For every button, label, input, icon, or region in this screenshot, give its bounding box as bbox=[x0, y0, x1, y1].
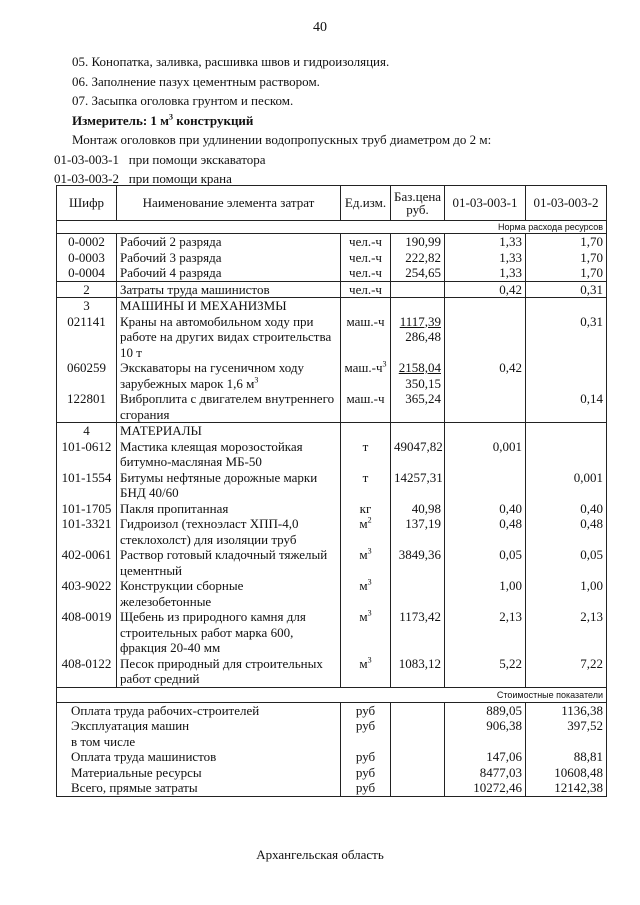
description: Монтаж оголовков при удлинении водопропускных труб диаметром до 2 м: bbox=[72, 132, 492, 147]
row-code: 101-1554 bbox=[57, 470, 117, 501]
row-value-1: 0,48 bbox=[445, 516, 526, 547]
row-code: 0-0004 bbox=[57, 265, 117, 281]
code-2-text: при помощи крана bbox=[128, 171, 232, 186]
row-code: 408-0122 bbox=[57, 656, 117, 688]
unit-sup: 3 bbox=[367, 546, 372, 556]
row-name: МАШИНЫ И МЕХАНИЗМЫ bbox=[117, 298, 341, 314]
unit-sup: 3 bbox=[367, 577, 372, 587]
row-unit: т bbox=[341, 470, 391, 501]
row-price: 254,65 bbox=[391, 265, 445, 281]
header-col2: 01-03-003-2 bbox=[526, 186, 607, 221]
total-name: Всего, прямые затраты bbox=[57, 780, 341, 796]
row-name: Пакля пропитанная bbox=[117, 501, 341, 517]
row-value-2 bbox=[526, 423, 607, 439]
row-value-2: 0,14 bbox=[526, 391, 607, 423]
table-row bbox=[57, 547, 607, 578]
row-unit: $м^3$ bbox=[341, 609, 391, 656]
total-value-1: 889,05 bbox=[445, 702, 526, 718]
total-row bbox=[57, 765, 607, 781]
row-code: 0-0003 bbox=[57, 250, 117, 266]
total-value-2: 10608,48 bbox=[526, 765, 607, 781]
unit-sup: 2 bbox=[367, 515, 372, 525]
unit-sup: 3 bbox=[382, 359, 387, 369]
row-value-1 bbox=[445, 391, 526, 423]
total-value-1 bbox=[445, 734, 526, 750]
row-price: 40,98 bbox=[391, 501, 445, 517]
table-row bbox=[57, 391, 607, 423]
total-row bbox=[57, 702, 607, 718]
row-value-1: 0,42 bbox=[445, 281, 526, 298]
step-06: 06. Заполнение пазух цементным раствором. bbox=[72, 73, 320, 89]
step-07: 07. Засыпка оголовка грунтом и песком. bbox=[72, 93, 294, 108]
row-value-1 bbox=[445, 314, 526, 361]
row-value-1 bbox=[445, 298, 526, 314]
row-price: 49047,82 bbox=[391, 439, 445, 470]
row-value-1: 1,33 bbox=[445, 250, 526, 266]
table-row bbox=[57, 265, 607, 281]
row-name: Песок природный для строительных работ средний bbox=[117, 656, 341, 688]
total-row bbox=[57, 780, 607, 796]
row-code: 101-0612 bbox=[57, 439, 117, 470]
row-price bbox=[391, 578, 445, 609]
row-name: Гидроизол (техноэласт ХПП-4,0 стеклохолст) для изоляции труб bbox=[117, 516, 341, 547]
total-unit: руб bbox=[341, 780, 391, 796]
total-row bbox=[57, 718, 607, 734]
total-price bbox=[391, 702, 445, 718]
row-unit: кг bbox=[341, 501, 391, 517]
row-price bbox=[391, 298, 445, 314]
total-row bbox=[57, 734, 607, 750]
row-value-2: 1,70 bbox=[526, 250, 607, 266]
row-unit: $м^3$ bbox=[341, 656, 391, 688]
row-value-2: 0,05 bbox=[526, 547, 607, 578]
row-value-1: 0,001 bbox=[445, 439, 526, 470]
code-1: 01-03-003-1 bbox=[54, 151, 119, 167]
table-row bbox=[57, 298, 607, 314]
total-price bbox=[391, 718, 445, 734]
row-price: 3849,36 bbox=[391, 547, 445, 578]
row-value-2 bbox=[526, 298, 607, 314]
row-code: 101-3321 bbox=[57, 516, 117, 547]
row-name: Виброплита с двигателем внутреннего сгорания bbox=[117, 391, 341, 423]
row-code: 3 bbox=[57, 298, 117, 314]
row-unit: чел.-ч bbox=[341, 281, 391, 298]
table-row bbox=[57, 439, 607, 470]
row-unit bbox=[341, 298, 391, 314]
row-price bbox=[391, 423, 445, 439]
header-price: Баз.цена руб. bbox=[391, 186, 445, 221]
table-row bbox=[57, 281, 607, 298]
table-row bbox=[57, 656, 607, 688]
resource-table bbox=[56, 185, 607, 797]
cost-label: Стоимостные показатели bbox=[57, 687, 607, 702]
total-unit bbox=[341, 734, 391, 750]
row-price: 365,24 bbox=[391, 391, 445, 423]
unit-sup: 3 bbox=[367, 608, 372, 618]
row-unit: т bbox=[341, 439, 391, 470]
row-unit: маш.-ч bbox=[341, 314, 391, 361]
table-row bbox=[57, 609, 607, 656]
row-value-1: 5,22 bbox=[445, 656, 526, 688]
total-unit: руб bbox=[341, 765, 391, 781]
row-code: 122801 bbox=[57, 391, 117, 423]
header-col1: 01-03-003-1 bbox=[445, 186, 526, 221]
total-value-2 bbox=[526, 734, 607, 750]
table-row bbox=[57, 470, 607, 501]
row-name: Раствор готовый кладочный тяжелый цементный bbox=[117, 547, 341, 578]
row-unit: $м^3$ bbox=[341, 547, 391, 578]
row-value-2: 0,40 bbox=[526, 501, 607, 517]
total-unit: руб bbox=[341, 702, 391, 718]
table-row bbox=[57, 516, 607, 547]
row-unit bbox=[341, 423, 391, 439]
norm-label: Норма расхода ресурсов bbox=[57, 221, 607, 234]
page-number: 40 bbox=[313, 20, 327, 35]
total-name: Материальные ресурсы bbox=[57, 765, 341, 781]
total-name: в том числе bbox=[57, 734, 341, 750]
total-price bbox=[391, 734, 445, 750]
table-row bbox=[57, 423, 607, 439]
price-line-1: 1117,39 bbox=[399, 313, 441, 329]
row-unit: маш.-ч bbox=[341, 391, 391, 423]
row-price: 222,82 bbox=[391, 250, 445, 266]
row-value-2: 0,31 bbox=[526, 281, 607, 298]
row-value-2: 1,70 bbox=[526, 234, 607, 250]
row-name: МАТЕРИАЛЫ bbox=[117, 423, 341, 439]
row-unit: $м^3$ bbox=[341, 578, 391, 609]
name-sup: 3 bbox=[254, 375, 259, 385]
total-unit: руб bbox=[341, 749, 391, 765]
step-05: 05. Конопатка, заливка, расшивка швов и гидроизоляция. bbox=[72, 54, 390, 69]
total-unit: руб bbox=[341, 718, 391, 734]
row-unit: чел.-ч bbox=[341, 265, 391, 281]
norm-label-row bbox=[57, 221, 607, 234]
total-value-2: 12142,38 bbox=[526, 780, 607, 796]
row-price: 1173,42 bbox=[391, 609, 445, 656]
row-price: 190,99 bbox=[391, 234, 445, 250]
row-code: 402-0061 bbox=[57, 547, 117, 578]
total-value-1: 10272,46 bbox=[445, 780, 526, 796]
row-value-2: 7,22 bbox=[526, 656, 607, 688]
total-price bbox=[391, 765, 445, 781]
row-value-1: 0,42 bbox=[445, 360, 526, 391]
intro-block bbox=[56, 52, 616, 189]
row-value-1: 0,05 bbox=[445, 547, 526, 578]
row-code: 0-0002 bbox=[57, 234, 117, 250]
row-name: Экскаваторы на гусеничном ходу зарубежных марок 1,6 $м^3$ bbox=[117, 360, 341, 391]
code-1-text: при помощи экскаватора bbox=[128, 151, 266, 167]
total-name: Оплата труда машинистов bbox=[57, 749, 341, 765]
row-name: Затраты труда машинистов bbox=[117, 281, 341, 298]
row-name: Щебень из природного камня для строительных работ марка 600, фракция 20-40 мм bbox=[117, 609, 341, 656]
row-value-1: 0,40 bbox=[445, 501, 526, 517]
row-value-1: 1,00 bbox=[445, 578, 526, 609]
row-value-1: 1,33 bbox=[445, 265, 526, 281]
row-name: Краны на автомобильном ходу при работе на других видах строительства 10 т bbox=[117, 314, 341, 361]
row-unit: чел.-ч bbox=[341, 250, 391, 266]
row-value-2: 0,48 bbox=[526, 516, 607, 547]
row-price: 1083,12 bbox=[391, 656, 445, 688]
row-value-2 bbox=[526, 439, 607, 470]
measure-line bbox=[56, 111, 616, 131]
row-code: 408-0019 bbox=[57, 609, 117, 656]
unit-sup: 3 bbox=[367, 655, 372, 665]
table-row bbox=[57, 578, 607, 609]
total-value-1: 8477,03 bbox=[445, 765, 526, 781]
row-value-2: 0,001 bbox=[526, 470, 607, 501]
row-value-2: 2,13 bbox=[526, 609, 607, 656]
row-name: Конструкции сборные железобетонные bbox=[117, 578, 341, 609]
row-value-2 bbox=[526, 360, 607, 391]
row-code: 060259 bbox=[57, 360, 117, 391]
row-value-2: 1,00 bbox=[526, 578, 607, 609]
row-code: 4 bbox=[57, 423, 117, 439]
row-unit: чел.-ч bbox=[341, 234, 391, 250]
total-price bbox=[391, 780, 445, 796]
row-value-1: 1,33 bbox=[445, 234, 526, 250]
table-row bbox=[57, 250, 607, 266]
row-name: Битумы нефтяные дорожные марки БНД 40/60 bbox=[117, 470, 341, 501]
footer: Архангельская область bbox=[256, 847, 384, 862]
table-row bbox=[57, 360, 607, 391]
row-unit: $м^2$ bbox=[341, 516, 391, 547]
total-row bbox=[57, 749, 607, 765]
row-price bbox=[391, 360, 445, 391]
total-value-1: 906,38 bbox=[445, 718, 526, 734]
cost-label-row bbox=[57, 687, 607, 702]
row-name: Рабочий 3 разряда bbox=[117, 250, 341, 266]
row-value-2: 0,31 bbox=[526, 314, 607, 361]
row-code: 403-9022 bbox=[57, 578, 117, 609]
row-name: Рабочий 2 разряда bbox=[117, 234, 341, 250]
row-price: 14257,31 bbox=[391, 470, 445, 501]
row-price: 137,19 bbox=[391, 516, 445, 547]
row-price bbox=[391, 281, 445, 298]
total-price bbox=[391, 749, 445, 765]
header-code: Шифр bbox=[57, 186, 117, 221]
row-price bbox=[391, 314, 445, 361]
table-row bbox=[57, 501, 607, 517]
price-line-2: 286,48 bbox=[405, 329, 441, 344]
header-unit: Ед.изм. bbox=[341, 186, 391, 221]
measure-sup: 3 bbox=[169, 112, 174, 122]
measure-tail: конструкций bbox=[173, 112, 254, 128]
total-value-2: 1136,38 bbox=[526, 702, 607, 718]
row-value-1 bbox=[445, 470, 526, 501]
row-code: 021141 bbox=[57, 314, 117, 361]
measure-text: Измеритель: 1 м bbox=[72, 112, 170, 128]
table-header bbox=[57, 186, 607, 221]
row-name: Рабочий 4 разряда bbox=[117, 265, 341, 281]
total-name: Эксплуатация машин bbox=[57, 718, 341, 734]
code-line-1 bbox=[54, 150, 616, 170]
row-code: 2 bbox=[57, 281, 117, 298]
row-value-1: 2,13 bbox=[445, 609, 526, 656]
row-value-2: 1,70 bbox=[526, 265, 607, 281]
total-value-1: 147,06 bbox=[445, 749, 526, 765]
table-row bbox=[57, 234, 607, 250]
code-2: 01-03-003-2 bbox=[54, 171, 119, 186]
row-code: 101-1705 bbox=[57, 501, 117, 517]
total-name: Оплата труда рабочих-строителей bbox=[57, 702, 341, 718]
table-row bbox=[57, 314, 607, 361]
row-unit: $маш.-ч^3$ bbox=[341, 360, 391, 391]
row-value-1 bbox=[445, 423, 526, 439]
row-name: Мастика клеящая морозостойкая битумно-масляная МБ-50 bbox=[117, 439, 341, 470]
total-value-2: 397,52 bbox=[526, 718, 607, 734]
price-line-1: 2158,04 bbox=[398, 360, 441, 375]
price-line-2: 350,15 bbox=[405, 375, 441, 391]
header-name: Наименование элемента затрат bbox=[117, 186, 341, 221]
total-value-2: 88,81 bbox=[526, 749, 607, 765]
